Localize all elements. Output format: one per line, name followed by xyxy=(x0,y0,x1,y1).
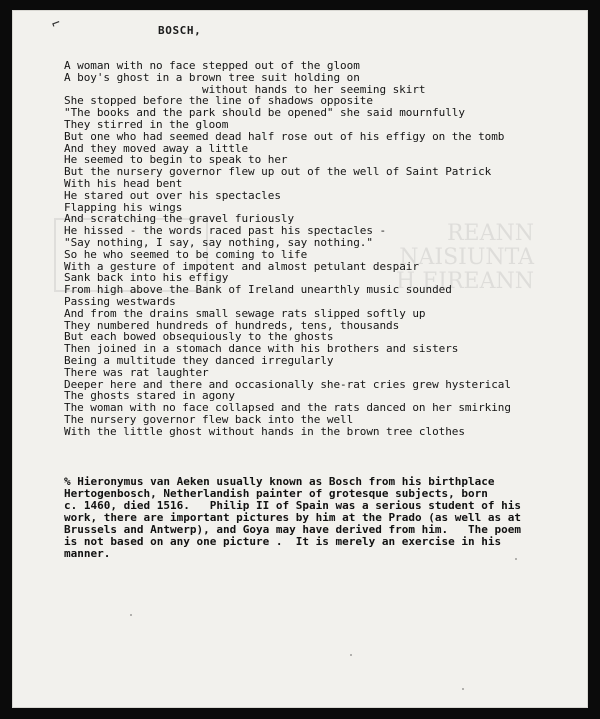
footnote xyxy=(64,476,579,560)
poem-line: The woman with no face collapsed and the rats danced on her smirking xyxy=(64,402,511,414)
poem-line: But one who had seemed dead half rose out of his effigy on the tomb xyxy=(64,130,505,143)
poem-line: With a gesture of impotent and almost petulant despair xyxy=(64,260,419,273)
poem-line: A boy's ghost in a brown tree suit holding on xyxy=(64,71,360,84)
page-title: BOSCH, xyxy=(158,24,202,37)
footnote-line: manner. xyxy=(64,548,111,560)
poem-line: From high above the Bank of Ireland unearthly music sounded xyxy=(64,284,452,296)
poem-line: "Say nothing, I say, say nothing, say nothing." xyxy=(64,236,373,249)
poem-line: And from the drains small sewage rats slipped softly up xyxy=(64,307,426,320)
footnote-line: Hertogenbosch, Netherlandish painter of grotesque subjects, born xyxy=(64,488,488,500)
poem-line: Sank back into his effigy xyxy=(64,272,229,285)
footnote-line: % Hieronymus van Aeken usually known as Bosch from his birthplace xyxy=(64,476,495,488)
poem-line: So he who seemed to be coming to life xyxy=(64,248,308,261)
poem-line: They numbered hundreds of hundreds, tens, thousands xyxy=(64,319,400,332)
footnote-line: c. 1460, died 1516. Philip II of Spain was a serious student of his xyxy=(64,500,521,512)
poem-line: She stopped before the line of shadows opposite xyxy=(64,95,373,108)
poem-line: Flapping his wings xyxy=(64,201,183,214)
poem-line: There was rat laughter xyxy=(64,366,209,379)
paper-speck xyxy=(515,558,517,560)
poem-line: And they moved away a little xyxy=(64,142,249,155)
paper-speck xyxy=(350,654,352,656)
poem-line: With his head bent xyxy=(64,177,183,190)
paper-speck xyxy=(462,688,464,690)
poem-line: He seemed to begin to speak to her xyxy=(64,154,288,167)
poem-line: He stared out over his spectacles xyxy=(64,189,281,202)
poem-line: They stirred in the gloom xyxy=(64,118,229,131)
corner-pen-mark: ⌐ xyxy=(49,15,63,33)
poem-line: Then joined in a stomach dance with his brothers and sisters xyxy=(64,343,459,355)
poem-line: Passing westwards xyxy=(64,295,176,308)
footnote-line: Brussels and Antwerp), and Goya may have derived from him. The poem xyxy=(64,524,521,536)
poem-line: He hissed - the words raced past his spectacles - xyxy=(64,225,387,237)
poem-line: With the little ghost without hands in the brown tree clothes xyxy=(64,425,465,438)
paper-speck xyxy=(130,614,132,616)
poem-line: "The books and the park should be opened" she said mournfully xyxy=(64,107,465,119)
poem-line: A woman with no face stepped out of the gloom xyxy=(64,60,360,72)
footnote-line: is not based on any one picture . It is merely an exercise in his xyxy=(64,536,502,548)
poem-line: And scratching the gravel furiously xyxy=(64,213,295,226)
poem-line: The nursery governor flew back into the well xyxy=(64,413,354,426)
footnote-line: work, there are important pictures by him at the Prado (as well as at xyxy=(64,512,521,524)
poem-line: Deeper here and there and occasionally she-rat cries grew hysterical xyxy=(64,378,511,391)
poem-line: But each bowed obsequiously to the ghosts xyxy=(64,331,334,344)
poem-line: But the nursery governor flew up out of the well of Saint Patrick xyxy=(64,166,492,178)
poem-line: The ghosts stared in agony xyxy=(64,390,235,403)
document-page xyxy=(12,10,588,708)
poem-line: without hands to her seeming skirt xyxy=(202,83,426,96)
watermark-text: REANN NAISIUNTA H EIREANN xyxy=(396,221,534,294)
poem-line: Being a multitude they danced irregularly xyxy=(64,354,334,367)
poem-body xyxy=(64,60,579,438)
